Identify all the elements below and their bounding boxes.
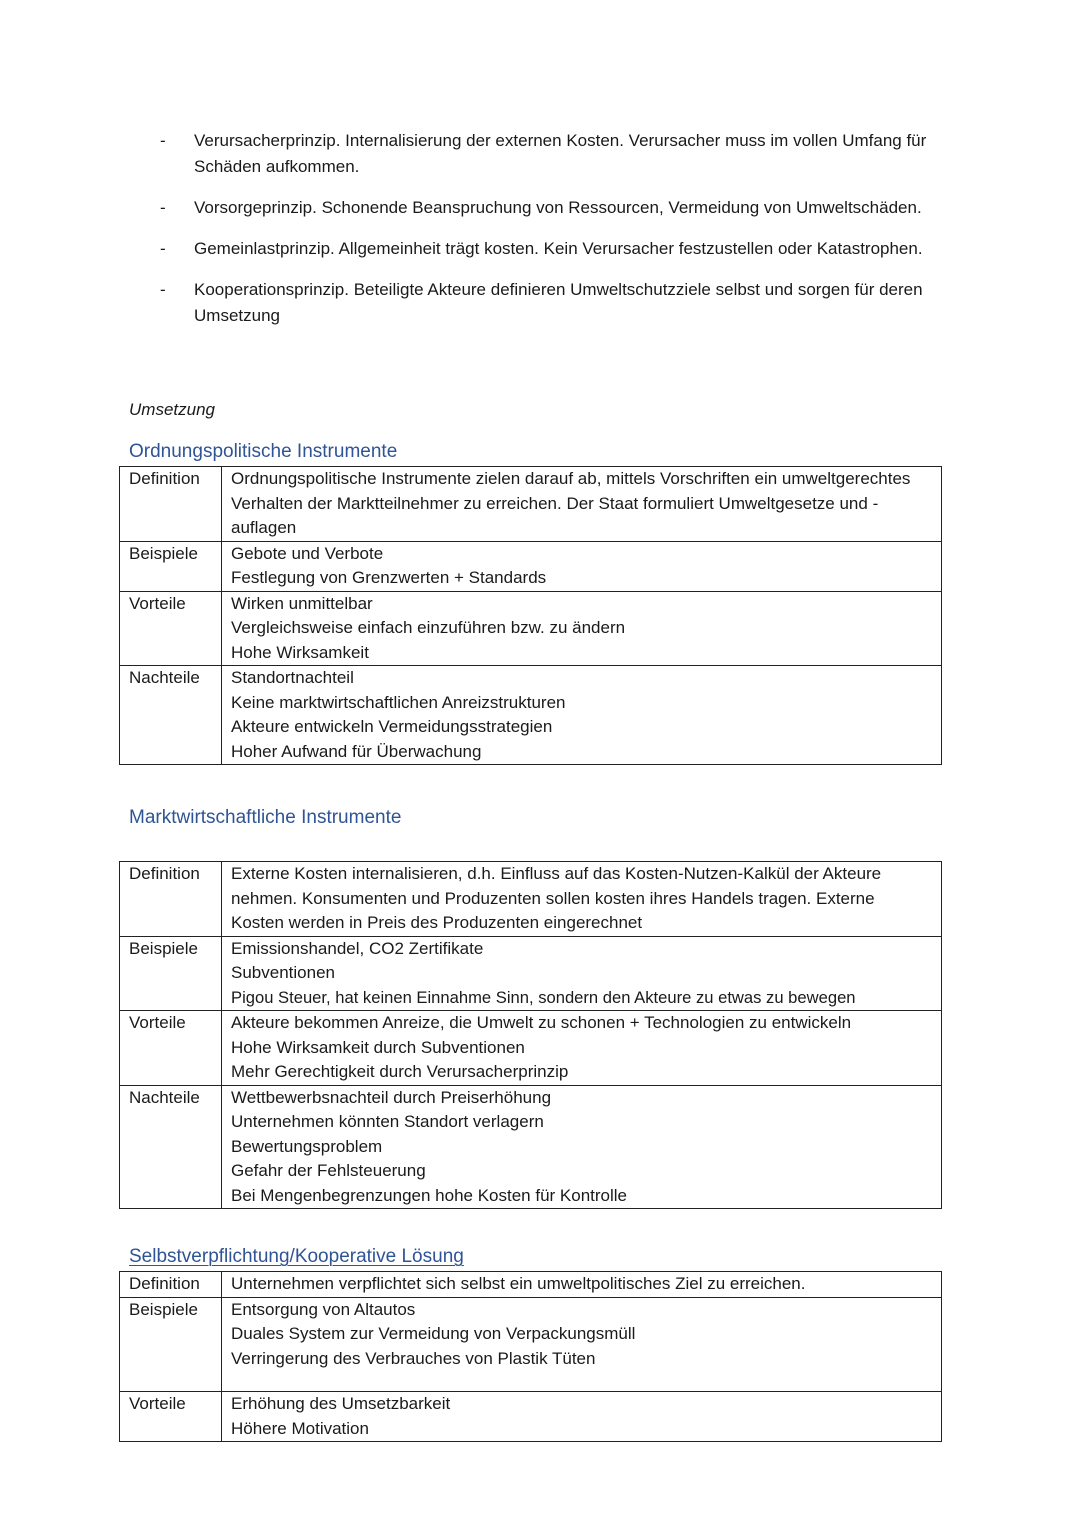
row-value: [222, 666, 942, 765]
table-row: [120, 666, 942, 765]
value-line: Hohe Wirksamkeit: [231, 642, 369, 662]
principle-item: [150, 236, 950, 262]
section-title-marktwirtschaftlich: Marktwirtschaftliche Instrumente: [129, 807, 402, 828]
value-line: Wirken unmittelbar: [231, 593, 373, 613]
row-value: [222, 467, 942, 542]
row-value: [222, 1011, 942, 1086]
row-label: Nachteile: [120, 666, 222, 765]
row-label: Vorteile: [120, 591, 222, 666]
table-ordnungspolitisch: [119, 466, 942, 765]
principle-item: [150, 128, 950, 180]
table-row: [120, 1392, 942, 1442]
row-label: Definition: [120, 1272, 222, 1298]
section-title-selbstverpflichtung: Selbstverpflichtung/Kooperative Lösung: [129, 1246, 464, 1267]
value-line: Entsorgung von Altautos: [231, 1299, 416, 1319]
dash-bullet: -: [160, 198, 166, 217]
value-line: Akteure bekommen Anreize, die Umwelt zu schonen + Technologien zu entwickeln: [231, 1013, 852, 1032]
section-title-ordnungspolitisch: Ordnungspolitische Instrumente: [129, 441, 398, 462]
table-row: [120, 1085, 942, 1209]
row-value: [222, 1272, 942, 1298]
value-line: Hoher Aufwand für Überwachung: [231, 741, 482, 761]
value-line: Wettbewerbsnachteil durch Preiserhöhung: [231, 1087, 552, 1107]
value-line: Ordnungspolitische Instrumente zielen darauf ab, mittels Vorschriften ein umweltgerechtes Verhalten der Marktteilnehmer zu erreichen. Der Staat formuliert Umweltgesetze und -auflagen: [231, 469, 911, 537]
umsetzung-label: Umsetzung: [129, 400, 215, 419]
value-line: Emissionshandel, CO2 Zertifikate: [231, 938, 484, 958]
value-line: Erhöhung des Umsetzbarkeit: [231, 1394, 451, 1413]
row-label: Vorteile: [120, 1011, 222, 1086]
table-row: [120, 541, 942, 591]
value-line: Keine marktwirtschaftlichen Anreizstrukturen: [231, 692, 566, 712]
table-row: [120, 936, 942, 1011]
table-row: [120, 1297, 942, 1392]
principle-item: [150, 277, 950, 329]
row-label: Definition: [120, 467, 222, 542]
value-line: Duales System zur Vermeidung von Verpackungsmüll: [231, 1324, 636, 1343]
row-label: Definition: [120, 862, 222, 937]
table-row: [120, 1011, 942, 1086]
value-line: Unternehmen verpflichtet sich selbst ein umweltpolitisches Ziel zu erreichen.: [231, 1274, 806, 1293]
value-line: Bei Mengenbegrenzungen hohe Kosten für Kontrolle: [231, 1185, 628, 1205]
value-line: Verringerung des Verbrauches von Plastik Tüten: [231, 1348, 596, 1368]
principle-text: Kooperationsprinzip. Beteiligte Akteure definieren Umweltschutzziele selbst und sorgen für deren Umsetzung: [194, 280, 923, 325]
table-marktwirtschaftlich: [119, 861, 942, 1209]
row-value: [222, 541, 942, 591]
row-value: [222, 591, 942, 666]
value-line: Höhere Motivation: [231, 1418, 369, 1438]
value-line-empty: [231, 1371, 941, 1391]
value-line: Unternehmen könnten Standort verlagern: [231, 1112, 544, 1131]
value-line: Festlegung von Grenzwerten + Standards: [231, 568, 547, 587]
principles-list: [150, 128, 950, 344]
row-value: [222, 862, 942, 937]
value-line: Akteure entwickeln Vermeidungsstrategien: [231, 717, 553, 736]
value-line: Mehr Gerechtigkeit durch Verursacherprinzip: [231, 1062, 569, 1081]
dash-bullet: -: [160, 239, 166, 258]
value-line: Hohe Wirksamkeit durch Subventionen: [231, 1037, 525, 1057]
principle-text: Gemeinlastprinzip. Allgemeinheit trägt kosten. Kein Verursacher festzustellen oder Katastrophen.: [194, 239, 923, 258]
value-line: Gebote und Verbote: [231, 543, 384, 563]
principle-item: [150, 195, 950, 221]
row-value: [222, 1297, 942, 1392]
row-value: [222, 1392, 942, 1442]
row-label: Nachteile: [120, 1085, 222, 1209]
value-line: Pigou Steuer, hat keinen Einnahme Sinn, sondern den Akteure zu etwas zu bewegen: [231, 987, 856, 1007]
value-line: Externe Kosten internalisieren, d.h. Einfluss auf das Kosten-Nutzen-Kalkül der Akteure nehmen. Konsumenten und Produzenten sollen kosten ihres Handels tragen. Externe Kosten werden in Preis des Produzenten eingerechnet: [231, 864, 882, 932]
table-row: [120, 1272, 942, 1298]
dash-bullet: -: [160, 131, 166, 150]
row-value: [222, 1085, 942, 1209]
table-row: [120, 591, 942, 666]
table-row: [120, 467, 942, 542]
table-selbstverpflichtung: [119, 1271, 942, 1442]
dash-bullet: -: [160, 280, 166, 299]
row-label: Beispiele: [120, 1297, 222, 1392]
row-value: [222, 936, 942, 1011]
row-label: Vorteile: [120, 1392, 222, 1442]
value-line: Vergleichsweise einfach einzuführen bzw. zu ändern: [231, 618, 626, 637]
principle-text: Vorsorgeprinzip. Schonende Beanspruchung von Ressourcen, Vermeidung von Umweltschäden.: [194, 198, 922, 217]
value-line: Gefahr der Fehlsteuerung: [231, 1161, 426, 1180]
principle-text: Verursacherprinzip. Internalisierung der externen Kosten. Verursacher muss im vollen Umfang für Schäden aufkommen.: [194, 131, 927, 176]
table-row: [120, 862, 942, 937]
row-label: Beispiele: [120, 541, 222, 591]
value-line: Subventionen: [231, 963, 335, 982]
row-label: Beispiele: [120, 936, 222, 1011]
value-line: Standortnachteil: [231, 668, 354, 687]
value-line: Bewertungsproblem: [231, 1136, 383, 1156]
